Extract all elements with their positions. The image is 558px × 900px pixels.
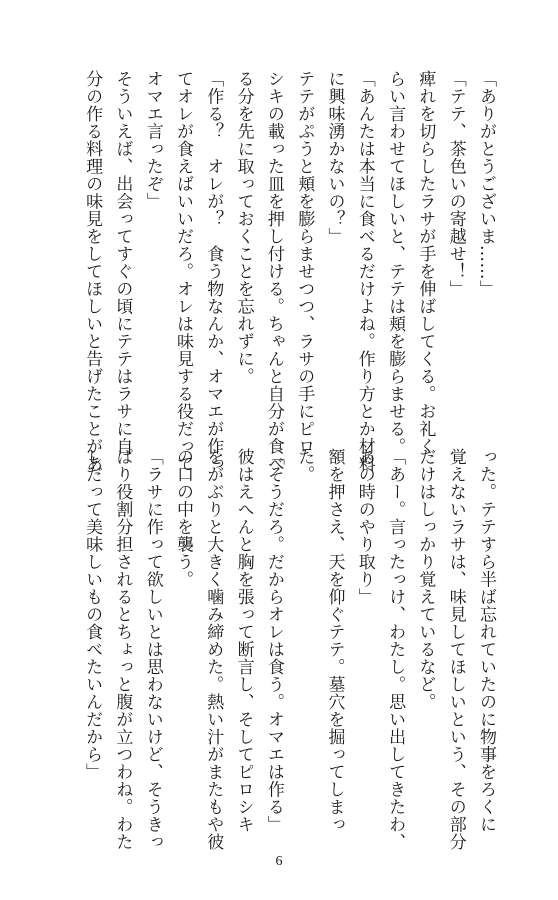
text-column: てオレが食えばいいだろ。オレは味見する役だって — [173, 70, 193, 473]
text-column: る分を先に取っておくことを忘れずに。 — [233, 70, 254, 385]
text-column: 「あんたは本当に食べるだけよね。作り方とか材料 — [354, 70, 375, 473]
text-column: をがぶりと大きく噛み締めた。熱い汁がまたもや彼 — [203, 448, 224, 851]
text-column: 彼はえへんと胸を張って断言し、そしてピロシキ — [233, 448, 254, 833]
text-column: そういえば、出会ってすぐの頃にテテはラサに自 — [112, 70, 133, 455]
text-column: の口の中を襲う。 — [173, 448, 193, 588]
text-column: った。テテすら半ば忘れていたのに物事をろくに — [476, 448, 496, 833]
text-column: 「テテ、茶色いの寄越せ！」 — [445, 70, 466, 298]
page-number: 6 — [275, 854, 283, 869]
text-column: ぱり役割分担されるとちょっと腹が立つわね。わた — [112, 448, 133, 851]
text-column: 「作る？ オレが？ 食う物なんか、オマエが作っ — [203, 70, 224, 473]
text-column: に興味湧かないの？」 — [324, 70, 345, 245]
text-column: た。 — [294, 448, 315, 483]
text-column: 覚えないラサは、味見してほしいという、その部分 — [445, 448, 466, 851]
text-column: だけはしっかり覚えているなど。 — [415, 448, 436, 711]
text-column: 「そうだろ。だからオレは食う。オマエは作る」 — [263, 448, 284, 833]
text-column: 「ラサに作って欲しいとは思わないけど、そうきっ — [142, 448, 163, 851]
text-column: オマエ言ったぞ」 — [142, 70, 163, 210]
text-column: らい言わせてほしいと、テテは頬を膨らませる。 — [385, 70, 406, 455]
text-column: あの時のやり取り」 — [354, 448, 375, 606]
text-column: 分の作る料理の味見をしてほしいと告げたことがあ — [82, 70, 103, 473]
text-column: シキの載った皿を押し付ける。ちゃんと自分が食べ — [263, 70, 284, 473]
text-column: 痺れを切らしたラサが手を伸ばしてくる。お礼く — [415, 70, 436, 455]
text-column: しだって美味しいもの食べたいんだから」 — [82, 448, 103, 781]
text-column: 「ありがとうございま……」 — [476, 70, 496, 298]
text-column: 額を押さえ、天を仰ぐテテ。墓穴を掘ってしまっ — [324, 448, 345, 833]
text-column: 「あー。言ったっけ、わたし。思い出してきたわ、 — [385, 448, 406, 851]
text-column: テテがぷうと頬を膨らませつつ、ラサの手にピロ — [294, 70, 315, 455]
